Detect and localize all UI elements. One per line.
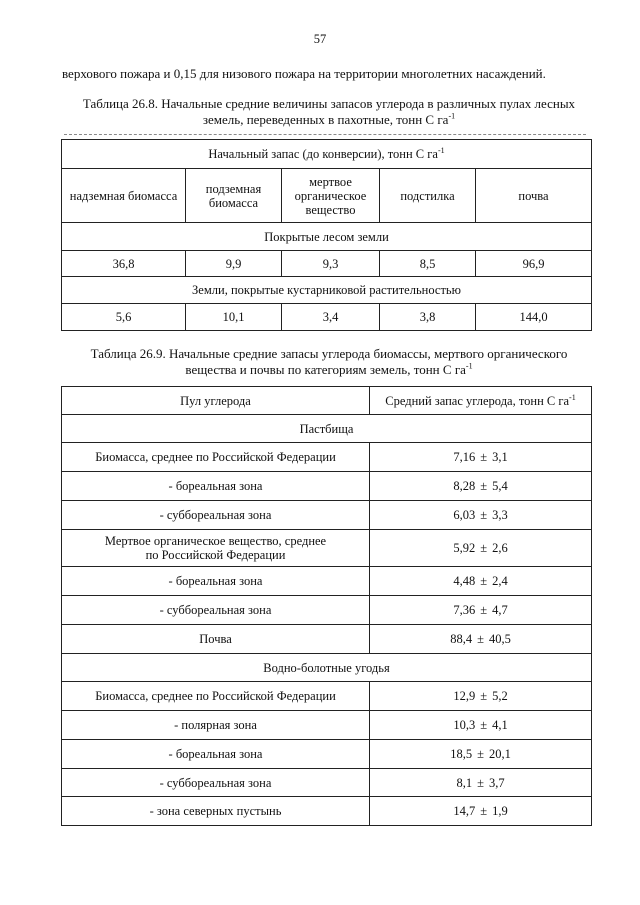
table1-col-header: мертвое органическое вещество	[282, 169, 380, 223]
page-number: 57	[313, 32, 327, 46]
table2-pool-name: Почва	[62, 625, 370, 654]
table1-caption-line2: земель, переведенных в пахотные, тонн С га	[202, 112, 449, 127]
table-row	[62, 797, 592, 826]
table1-caption-line1: Таблица 26.8. Начальные средние величины запасов углерода в различных пулах лесных	[82, 96, 576, 111]
table2-caption-sup: -1	[465, 361, 473, 371]
stock-error: 20,1	[488, 747, 511, 761]
table-26-8	[61, 139, 592, 331]
table-row	[62, 682, 592, 711]
table2-section-label: Водно-болотные угодья	[62, 654, 592, 682]
stock-error: 40,5	[488, 632, 511, 646]
table2-stock-value	[370, 530, 592, 567]
table1-cell: 8,5	[380, 251, 476, 277]
table2-pool-name: - суббореальная зона	[62, 769, 370, 797]
table1-cell: 9,3	[282, 251, 380, 277]
intro-paragraph: верхового пожара и 0,15 для низового пожара на территории многолетних насаждений.	[62, 66, 546, 81]
table1-caption	[60, 96, 598, 128]
table-row	[62, 472, 592, 501]
table2-pool-name: - бореальная зона	[62, 472, 370, 501]
table2-stock-value	[370, 625, 592, 654]
table2-caption	[60, 346, 598, 378]
stock-error: 5,2	[492, 689, 508, 703]
stock-error: 5,4	[492, 479, 508, 493]
plus-minus-sign: ±	[477, 747, 484, 761]
table2-stock-value	[370, 682, 592, 711]
plus-minus-sign: ±	[480, 804, 488, 818]
table1-cell: 36,8	[62, 251, 186, 277]
table2-stock-value	[370, 443, 592, 472]
table-26-9	[61, 386, 592, 826]
table1-col-header: подземная биомасса	[186, 169, 282, 223]
table1-section-label: Земли, покрытые кустарниковой растительностью	[62, 277, 592, 304]
table2-stock-value	[370, 740, 592, 769]
stock-mean: 10,3	[453, 718, 476, 732]
stock-error: 2,6	[492, 541, 508, 555]
table2-pool-name: - бореальная зона	[62, 740, 370, 769]
plus-minus-sign: ±	[477, 632, 484, 646]
table2-stock-value	[370, 472, 592, 501]
table-row	[62, 769, 592, 797]
plus-minus-sign: ±	[480, 718, 488, 732]
table-row	[62, 740, 592, 769]
table1-cell: 10,1	[186, 304, 282, 331]
stock-mean: 7,36	[453, 603, 476, 617]
stock-error: 3,3	[492, 508, 508, 522]
table2-pool-name: - зона северных пустынь	[62, 797, 370, 826]
table2-caption-line1: Таблица 26.9. Начальные средние запасы углерода биомассы, мертвого органического	[90, 346, 568, 361]
table2-stock-value	[370, 501, 592, 530]
plus-minus-sign: ±	[480, 541, 488, 555]
table2-stock-value	[370, 596, 592, 625]
table1-cell: 3,4	[282, 304, 380, 331]
table-row	[62, 501, 592, 530]
stock-mean: 12,9	[453, 689, 476, 703]
stock-mean: 88,4	[450, 632, 473, 646]
table1-cell: 96,9	[476, 251, 592, 277]
table-row	[62, 443, 592, 472]
scan-artifact-line	[64, 134, 586, 135]
table-row	[62, 567, 592, 596]
table2-pool-name: - суббореальная зона	[62, 501, 370, 530]
stock-error: 4,1	[492, 718, 508, 732]
table-row	[62, 711, 592, 740]
table-row	[62, 625, 592, 654]
table-row	[62, 530, 592, 567]
stock-error: 3,7	[488, 775, 505, 790]
table2-header-pool: Пул углерода	[62, 387, 370, 415]
table2-pool-name: Биомасса, среднее по Российской Федерации	[62, 443, 370, 472]
stock-error: 3,1	[492, 450, 508, 464]
table2-stock-value	[370, 567, 592, 596]
plus-minus-sign: ±	[480, 603, 488, 617]
stock-mean: 7,16	[453, 450, 476, 464]
table1-col-header: надземная биомасса	[62, 169, 186, 223]
stock-error: 4,7	[492, 603, 508, 617]
table2-pool-name: - полярная зона	[62, 711, 370, 740]
plus-minus-sign: ±	[477, 775, 484, 790]
plus-minus-sign: ±	[480, 689, 488, 703]
table2-pool-name: Биомасса, среднее по Российской Федерации	[62, 682, 370, 711]
stock-mean: 18,5	[450, 747, 473, 761]
table1-cell: 144,0	[476, 304, 592, 331]
plus-minus-sign: ±	[480, 574, 488, 588]
table1-col-header: подстилка	[380, 169, 476, 223]
plus-minus-sign: ±	[480, 450, 488, 464]
table-row	[62, 596, 592, 625]
table2-caption-line2: вещества и почвы по категориям земель, тонн С га	[185, 362, 466, 377]
stock-mean: 14,7	[453, 804, 476, 818]
table1-group-header: Начальный запас (до конверсии), тонн С $га^{-1}$	[62, 140, 592, 169]
table1-cell: 9,9	[186, 251, 282, 277]
table1-caption-sup: -1	[448, 111, 456, 121]
table1-col-header: почва	[476, 169, 592, 223]
table1-section-label: Покрытые лесом земли	[62, 223, 592, 251]
table1-cell: 5,6	[62, 304, 186, 331]
table2-pool-name: - суббореальная зона	[62, 596, 370, 625]
stock-error: 1,9	[492, 804, 508, 818]
stock-mean: 4,48	[453, 574, 476, 588]
table2-stock-value	[370, 711, 592, 740]
stock-error: 2,4	[492, 574, 508, 588]
table1-cell: 3,8	[380, 304, 476, 331]
table2-stock-value	[370, 769, 592, 797]
table2-pool-name: - бореальная зона	[62, 567, 370, 596]
plus-minus-sign: ±	[480, 479, 488, 493]
table2-pool-name: Мертвое органическое вещество, среднее по Российской Федерации	[62, 530, 370, 567]
stock-mean: 5,92	[453, 541, 476, 555]
table2-stock-value	[370, 797, 592, 826]
stock-mean: 6,03	[453, 508, 476, 522]
table2-header-stock: Средний запас углерода, тонн С $га^{-1}$	[370, 387, 592, 415]
stock-mean: 8,28	[453, 479, 476, 493]
stock-mean: 8,1	[456, 775, 473, 790]
table2-section-label: Пастбища	[62, 415, 592, 443]
plus-minus-sign: ±	[480, 508, 488, 522]
